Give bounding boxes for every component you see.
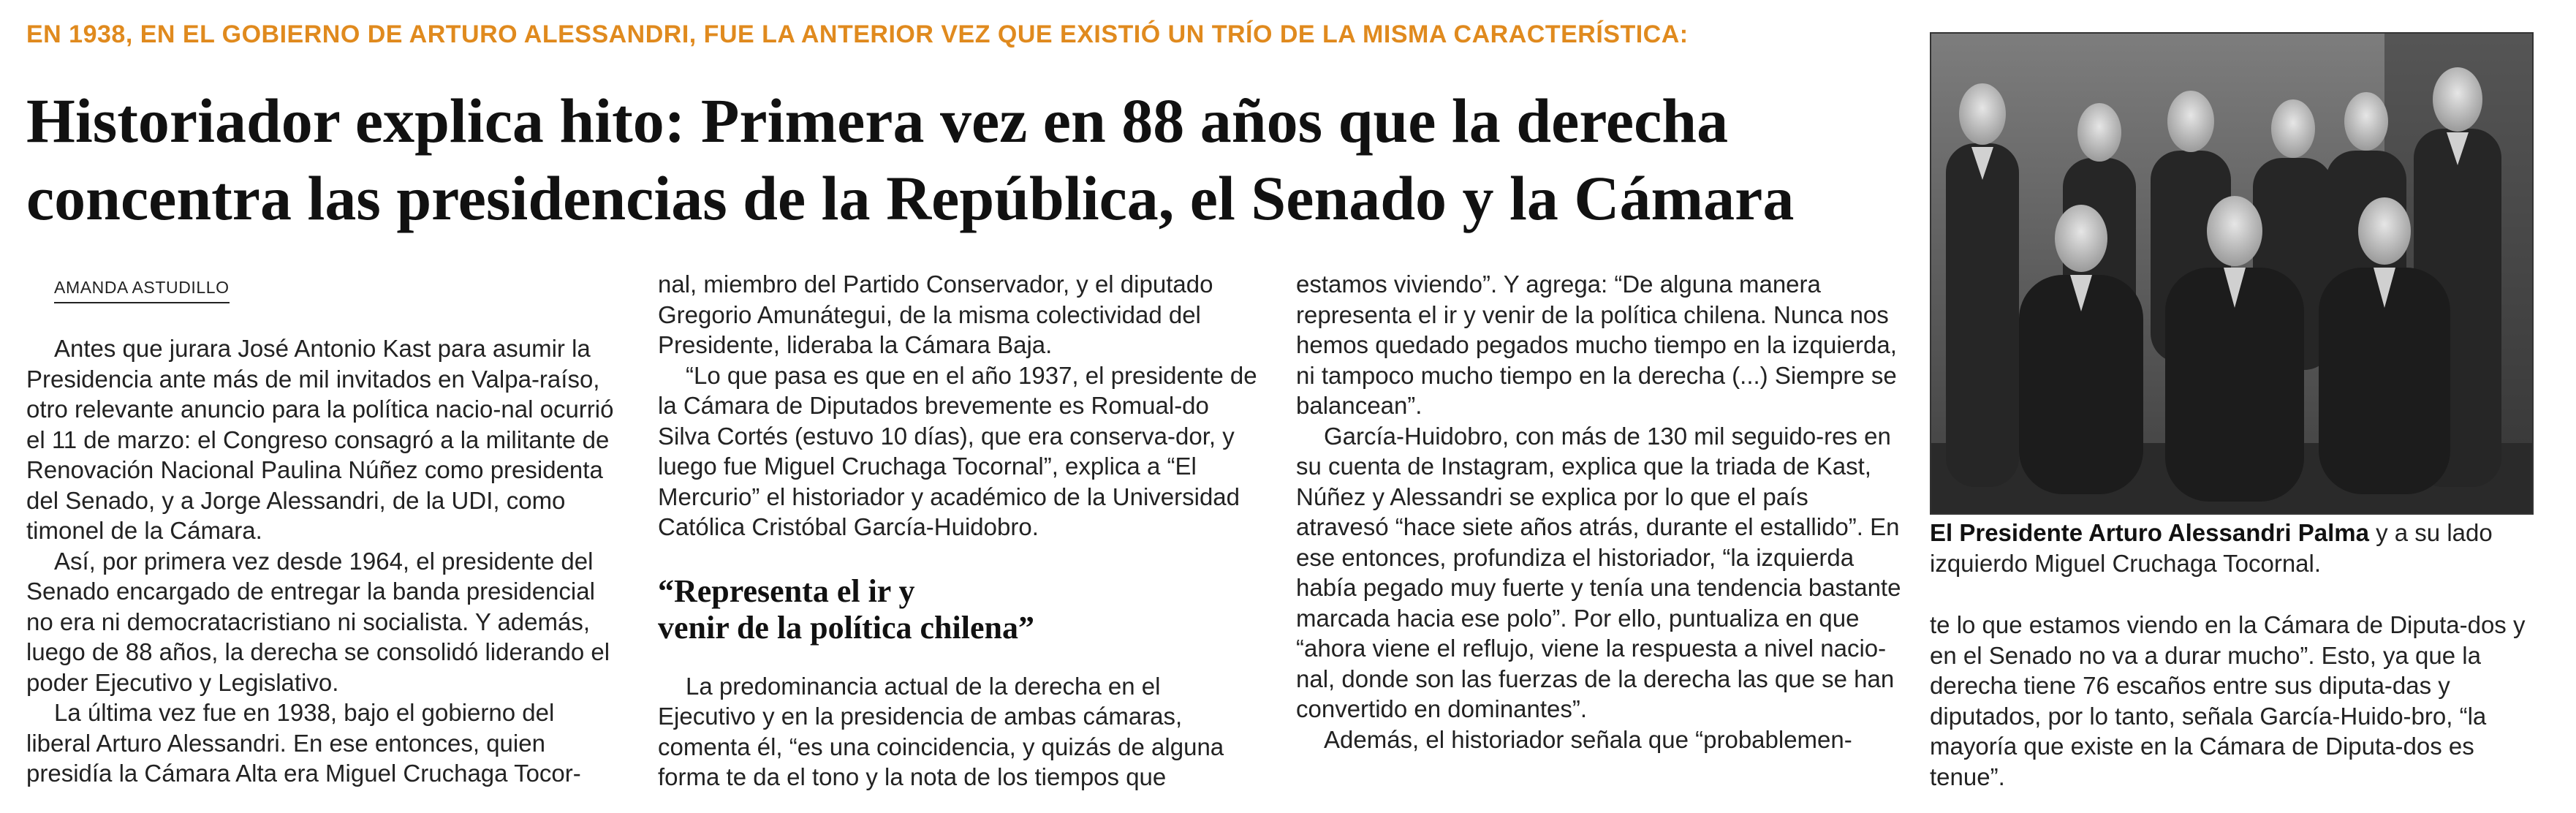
paragraph: te lo que estamos viendo en la Cámara de Diputa-dos y en el Senado no va a durar mucho”. Esto, ya que la derecha tiene 76 escaños entre sus diputa-das y diputados, por lo tanto, señala García-Huido-bro, “la mayoría que existe en la Cámara de Diputa-dos es tenue”.	[1930, 611, 2526, 790]
body-column-4	[1930, 610, 2544, 792]
photo-caption	[1930, 518, 2544, 579]
paragraph: La predominancia actual de la derecha en el Ejecutivo y en la presidencia de ambas cámaras, comenta él, “es una coincidencia, y quizás de alguna forma te da el tono y la nota de los tiempos que	[658, 672, 1224, 790]
article-kicker: EN 1938, EN EL GOBIERNO DE ARTURO ALESSANDRI, FUE LA ANTERIOR VEZ QUE EXISTIÓ UN TRÍO DE LA MISMA CARACTERÍSTICA:	[26, 20, 1689, 48]
paragraph: García-Huidobro, con más de 130 mil seguido-res en su cuenta de Instagram, explica que la triada de Kast, Núñez y Alessandri se explica por lo que el país atravesó “hace siete años atrás, durante el estallido”. En ese entonces, profundiza el historiador, “la izquierda había pegado muy fuerte y tenía una tendencia bastante marcada hacia ese polo”. Por ello, puntualiza en que “ahora viene el reflujo, viene la respuesta a nivel nacio-nal, donde son las fuerzas de la derecha las que se han convertido en dominantes”.	[1296, 422, 1901, 722]
photo-illustration	[1931, 34, 2532, 513]
body-column-2	[658, 269, 1265, 793]
caption-bold: El Presidente Arturo Alessandri Palma	[1930, 519, 2369, 546]
historical-group-photo	[1930, 32, 2534, 515]
headline-line-2: concentra las presidencias de la República, el Senado y la Cámara	[26, 163, 1795, 233]
body-column-3	[1296, 269, 1903, 755]
article-headline	[26, 82, 1898, 237]
paragraph: estamos viviendo”. Y agrega: “De alguna manera representa el ir y venir de la política chilena. Nunca nos hemos quedado pegados mucho tiempo en la izquierda, ni tampoco mucho tiempo en la derecha (...) Siempre se balancean”.	[1296, 271, 1897, 419]
paragraph: nal, miembro del Partido Conservador, y el diputado Gregorio Amunátegui, de la misma colectividad del Presidente, lideraba la Cámara Baja.	[658, 271, 1213, 358]
headline-line-1: Historiador explica hito: Primera vez en 88 años que la derecha	[26, 86, 1729, 156]
caption-text: y a su lado izquierdo Miguel Cruchaga Tocornal.	[1930, 519, 2493, 577]
author-byline: AMANDA ASTUDILLO	[54, 278, 230, 303]
section-subhead	[658, 573, 1265, 646]
subhead-line-1: “Representa el ir y	[658, 572, 915, 609]
paragraph: Además, el historiador señala que “probablemen-	[1324, 725, 1852, 753]
paragraph: “Lo que pasa es que en el año 1937, el presidente de la Cámara de Diputados brevemente es Romual-do Silva Cortés (estuvo 10 días), que era conserva-dor, y luego fue Miguel Cruchaga Tocornal”, explica a “El Mercurio” el historiador y académico de la Universidad Católica Cristóbal García-Huidobro.	[658, 361, 1257, 540]
paragraph: La última vez fue en 1938, bajo el gobierno del liberal Arturo Alessandri. En ese entonces, quien presidía la Cámara Alta era Miguel Cruchaga Tocor-	[26, 699, 581, 787]
paragraph: Antes que jurara José Antonio Kast para asumir la Presidencia ante más de mil invitados en Valpa-raíso, otro relevante anuncio para la política nacio-nal ocurrió el 11 de marzo: el Congreso consagró a la militante de Renovación Nacional Paulina Núñez como presidenta del Senado, y a Jorge Alessandri, de la UDI, como timonel de la Cámara.	[26, 335, 614, 544]
subhead-line-2: venir de la política chilena”	[658, 609, 1034, 646]
paragraph: Así, por primera vez desde 1964, el presidente del Senado encargado de entregar la banda presidencial no era ni democratacristiano ni socialista. Y además, luego de 88 años, la derecha se consolidó liderando el poder Ejecutivo y Legislativo.	[26, 547, 610, 696]
body-column-1	[26, 333, 622, 789]
